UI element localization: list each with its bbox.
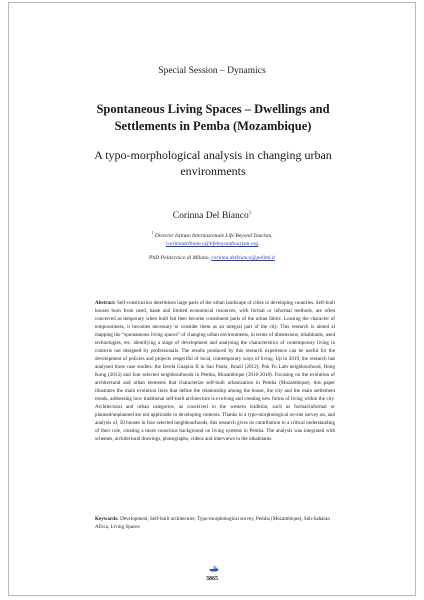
keywords-label: Keywords: [95,516,119,522]
title-line-1: Spontaneous Living Spaces – Dwellings and [96,102,330,116]
affiliation-1-superscript: 1 [151,230,154,235]
session-heading: Special Session – Dynamics [158,66,266,76]
keywords-paragraph [95,515,335,531]
paper-subtitle [89,147,337,179]
affiliation-1-email-link[interactable]: corinnadelbianco@lifebeyondtourism.org [165,240,259,247]
abstract-paragraph [95,299,335,443]
subtitle-line-2: environments [180,164,246,178]
affiliation-2-email-link[interactable]: corinna.delbianco@polimi.it [211,255,275,261]
subtitle-line-1: A typo-morphological analysis in changing urban [94,148,332,162]
page-number: 3865 [206,576,218,582]
paper-title [81,101,345,135]
affiliation-2 [9,255,415,261]
author-superscript: 1 [248,211,252,216]
title-line-2: Settlements in Pemba (Mozambique) [114,119,312,133]
boat-logo-icon [208,565,220,572]
author-text: Corinna Del Bianco [172,211,249,222]
affiliation-2-text: PhD Politecnico di Milano, [149,255,210,261]
abstract-text: Self-construction determines large parts of the urban landscape of cities in developing countries. Self-built houses born from need, haste and limited economical resources, with formal or informal methods, are often conceived as temporary when built but then become constituent parts of the urban fabric. Loosing the character of temporariness, it becomes necessary to consider them as an integral part of the city. This research is aimed at mapping the “spontaneous living spaces” of changing urban environments, in terms of dimensions, inhabitants, used technologies, etc. identifying a stage of development and analysing the characteristics of contemporary living in contexts not designed by professionals. The results produced by this research experience can be useful for the development of policies and projects respectful of local, contemporary ways of living. Up to 2019, the research has analysed three case studies: the favela Guapira II in Sao Paulo, Brazil (2012); Pok Fu Lam neighbourhood, Hong Kong (2013) and four selected neighbourhoods in Pemba, Mozambique (2016-2018). Focusing on the evolution of architectural and urban elements that characterize self-built urbanization in Pemba (Mozambique), this paper illustrates the main evolution lines that define the relationship among the house, the city and the main settlement trends, addressing how traditional self-built architecture is evolving and creating new forms of living within the city. Architectural and urban categories, as conceived in the western tradition, such as formal/informal or planned/unplanned are not applicable in developing contexts. Thanks to a typo-morphological on-site survey on, and analysis of, 50 houses in four selected neighbourhoods, this research gives its contribution to a critical understanding of their role, creating a more conscious background on living systems in Pemba. The analysis was integrated with schemes, architectural drawings, photographs, videos and interviews to the inhabitants. [95,300,335,442]
abstract-label: Abstract: [95,300,116,306]
affiliation-1 [9,229,415,248]
keywords-text: Development, Self-built architecture, Typo-morphological survey, Pemba (Mozambique), Sub-Saharan Africa, Living Spaces [95,516,330,530]
affiliation-1-text: Director Istituto Internazionale Life Beyond Tourism, [154,232,273,239]
paper-page [8,2,416,596]
author-name [9,211,415,221]
